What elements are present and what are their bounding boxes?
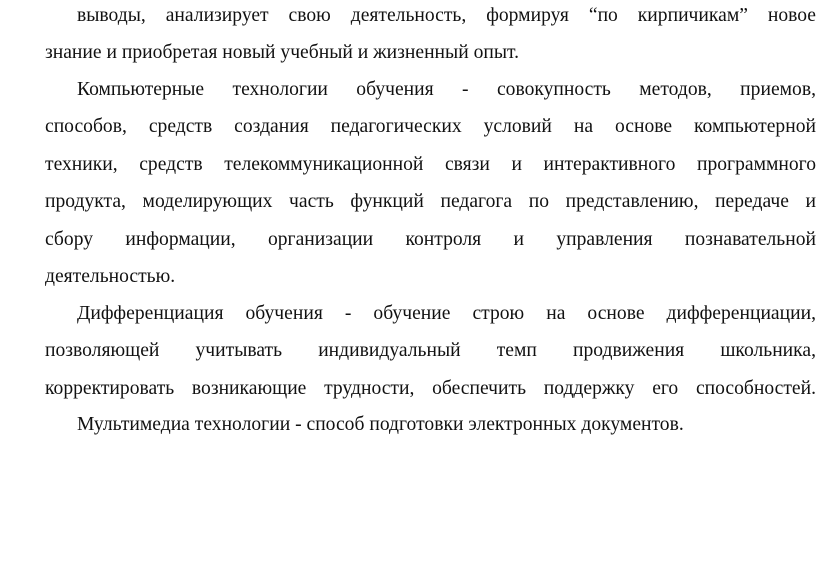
text-line: Дифференциация обучения - обучение строю на основе дифференциации,: [77, 303, 816, 324]
text-line: деятельностью.: [45, 265, 176, 287]
text-line: Мультимедиа технологии - способ подготовки электронных документов.: [77, 414, 684, 435]
text-line: техники, средств телекоммуникационной связи и интерактивного программного: [45, 153, 816, 175]
paragraph-computer-technologies: [45, 71, 816, 295]
text-line: знание и приобретая новый учебный и жизненный опыт.: [45, 42, 520, 64]
paragraph-differentiation: [45, 295, 816, 407]
text-line: выводы, анализирует свою деятельность, формируя “по кирпичикам” новое: [77, 5, 816, 26]
text-line: способов, средств создания педагогических условий на основе компьютерной: [45, 116, 816, 138]
paragraph-continuation: [45, 0, 816, 72]
text-line: сбору информации, организации контроля и управления познавательной: [45, 228, 816, 250]
text-line: позволяющей учитывать индивидуальный темп продвижения школьника,: [45, 340, 816, 362]
paragraph-multimedia: [45, 406, 816, 443]
text-line: Компьютерные технологии обучения - совокупность методов, приемов,: [77, 79, 816, 100]
text-line: корректировать возникающие трудности, обеспечить поддержку его способностей.: [45, 377, 816, 399]
text-line: продукта, моделирующих часть функций педагога по представлению, передаче и: [45, 191, 816, 213]
